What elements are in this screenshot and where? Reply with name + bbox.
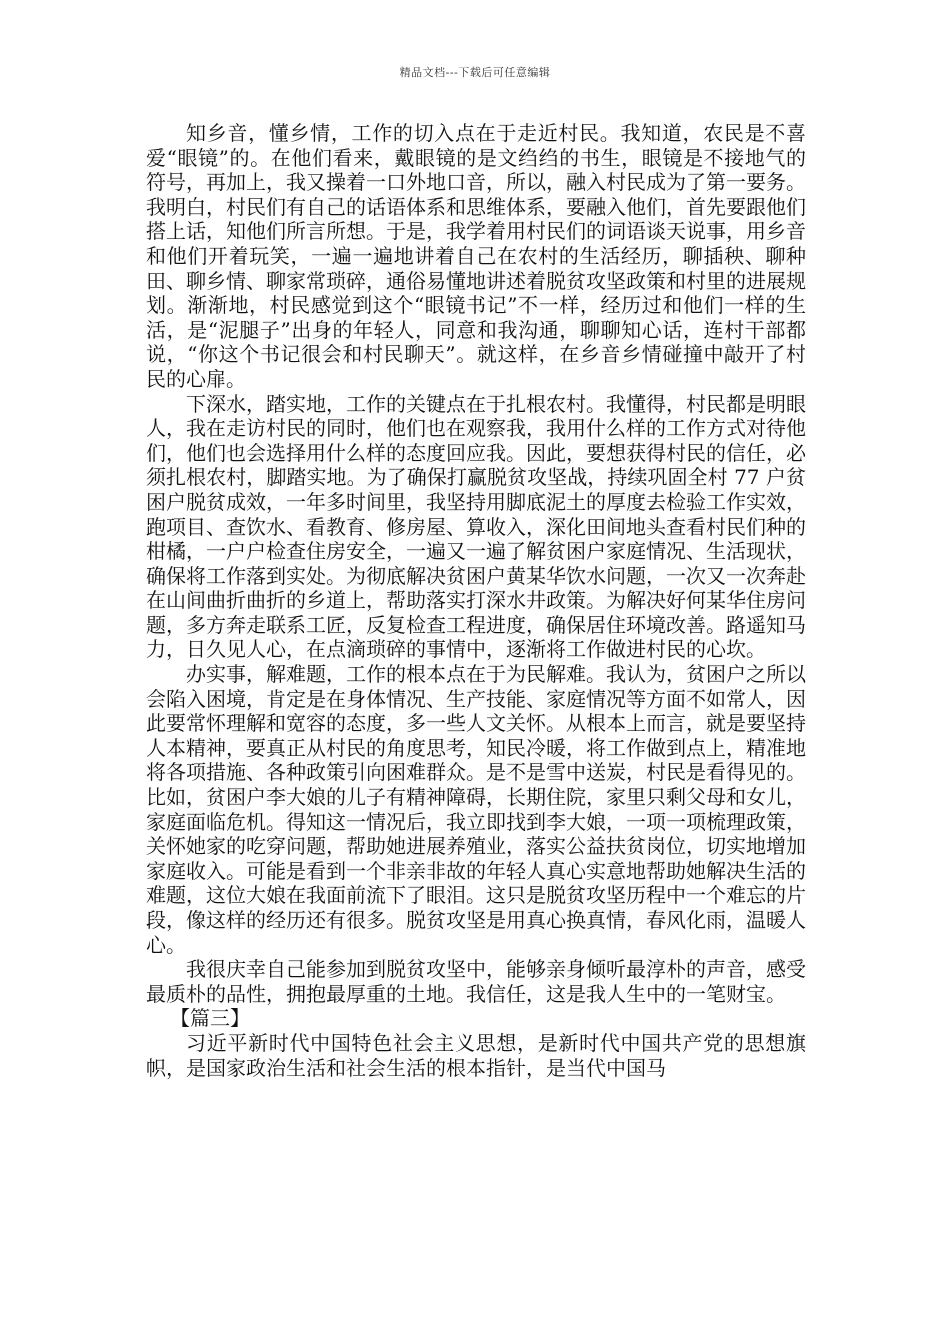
document-body [146, 121, 806, 1080]
body-paragraph: 办实事，解难题，工作的根本点在于为民解难。我认为，贫困户之所以会陷入困境，肯定是在身体情况、生产技能、家庭情况等方面不如常人，因此要常怀理解和宽容的态度，多一些人文关怀。从根本上而言，就是要坚持人本精神，要真正从村民的角度思考，知民冷暖，将工作做到点上，精准地将各项措施、各种政策引向困难群众。是不是雪中送炭，村民是看得见的。比如，贫困户李大娘的儿子有精神障碍，长期住院，家里只剩父母和女儿，家庭面临危机。得知这一情况后，我立即找到李大娘，一项一项梳理政策，关怀她家的吃穿问题，帮助她进展养殖业，落实公益扶贫岗位，切实地增加家庭收入。可能是看到一个非亲非故的年轻人真心实意地帮助她解决生活的难题，这位大娘在我面前流下了眼泪。这只是脱贫攻坚历程中一个难忘的片段，像这样的经历还有很多。脱贫攻坚是用真心换真情，春风化雨，温暖人心。 [146, 662, 806, 957]
body-paragraph: 下深水，踏实地，工作的关键点在于扎根农村。我懂得，村民都是明眼人，我在走访村民的同时，他们也在观察我，我用什么样的工作方式对待他们，他们也会选择用什么样的态度回应我。因此，要想获得村民的信任，必须扎根农村，脚踏实地。为了确保打赢脱贫攻坚战，持续巩固全村 77 户贫困户脱贫成效，一年多时间里，我坚持用脚底泥土的厚度去检验工作实效，跑项目、查饮水、看教育、修房屋、算收入，深化田间地头查看村民们种的柑橘，一户户检查住房安全，一遍又一遍了解贫困户家庭情况、生活现状，确保将工作落到实处。为彻底解决贫困户黄某华饮水问题，一次又一次奔赴在山间曲折曲折的乡道上，帮助落实打深水井政策。为解决好何某华住房问题，多方奔走联系工匠，反复检查工程进度，确保居住环境改善。路遥知马力，日久见人心，在点滴琐碎的事情中，逐渐将工作做进村民的心坎。 [146, 391, 806, 662]
section-heading: 【篇三】 [170, 1006, 250, 1031]
body-paragraph: 我很庆幸自己能参加到脱贫攻坚中，能够亲身倾听最淳朴的声音，感受最质朴的品性，拥抱最厚重的土地。我信任，这是我人生中的一笔财宝。 [146, 957, 806, 1006]
body-paragraph: 习近平新时代中国特色社会主义思想，是新时代中国共产党的思想旗帜，是国家政治生活和社会生活的根本指针，是当代中国马 [146, 1030, 806, 1080]
running-header: 精品文档---下载后可任意编辑 [399, 66, 551, 79]
body-paragraph: 知乡音，懂乡情，工作的切入点在于走近村民。我知道，农民是不喜爱“眼镜”的。在他们看来，戴眼镜的是文绉绉的书生，眼镜是不接地气的符号，再加上，我又操着一口外地口音，所以，融入村民成为了第一要务。我明白，村民们有自己的话语体系和思维体系，要融入他们，首先要跟他们搭上话，知他们所言所想。于是，我学着用村民们的词语谈天说事，用乡音和他们开着玩笑，一遍一遍地讲着自己在农村的生活经历，聊插秧、聊种田、聊乡情、聊家常琐碎，通俗易懂地讲述着脱贫攻坚政策和村里的进展规划。渐渐地，村民感觉到这个“眼镜书记”不一样，经历过和他们一样的生活，是“泥腿子”出身的年轻人，同意和我沟通，聊聊知心话，连村干部都说，“你这个书记很会和村民聊天”。就这样，在乡音乡情碰撞中敲开了村民的心扉。 [146, 121, 806, 391]
